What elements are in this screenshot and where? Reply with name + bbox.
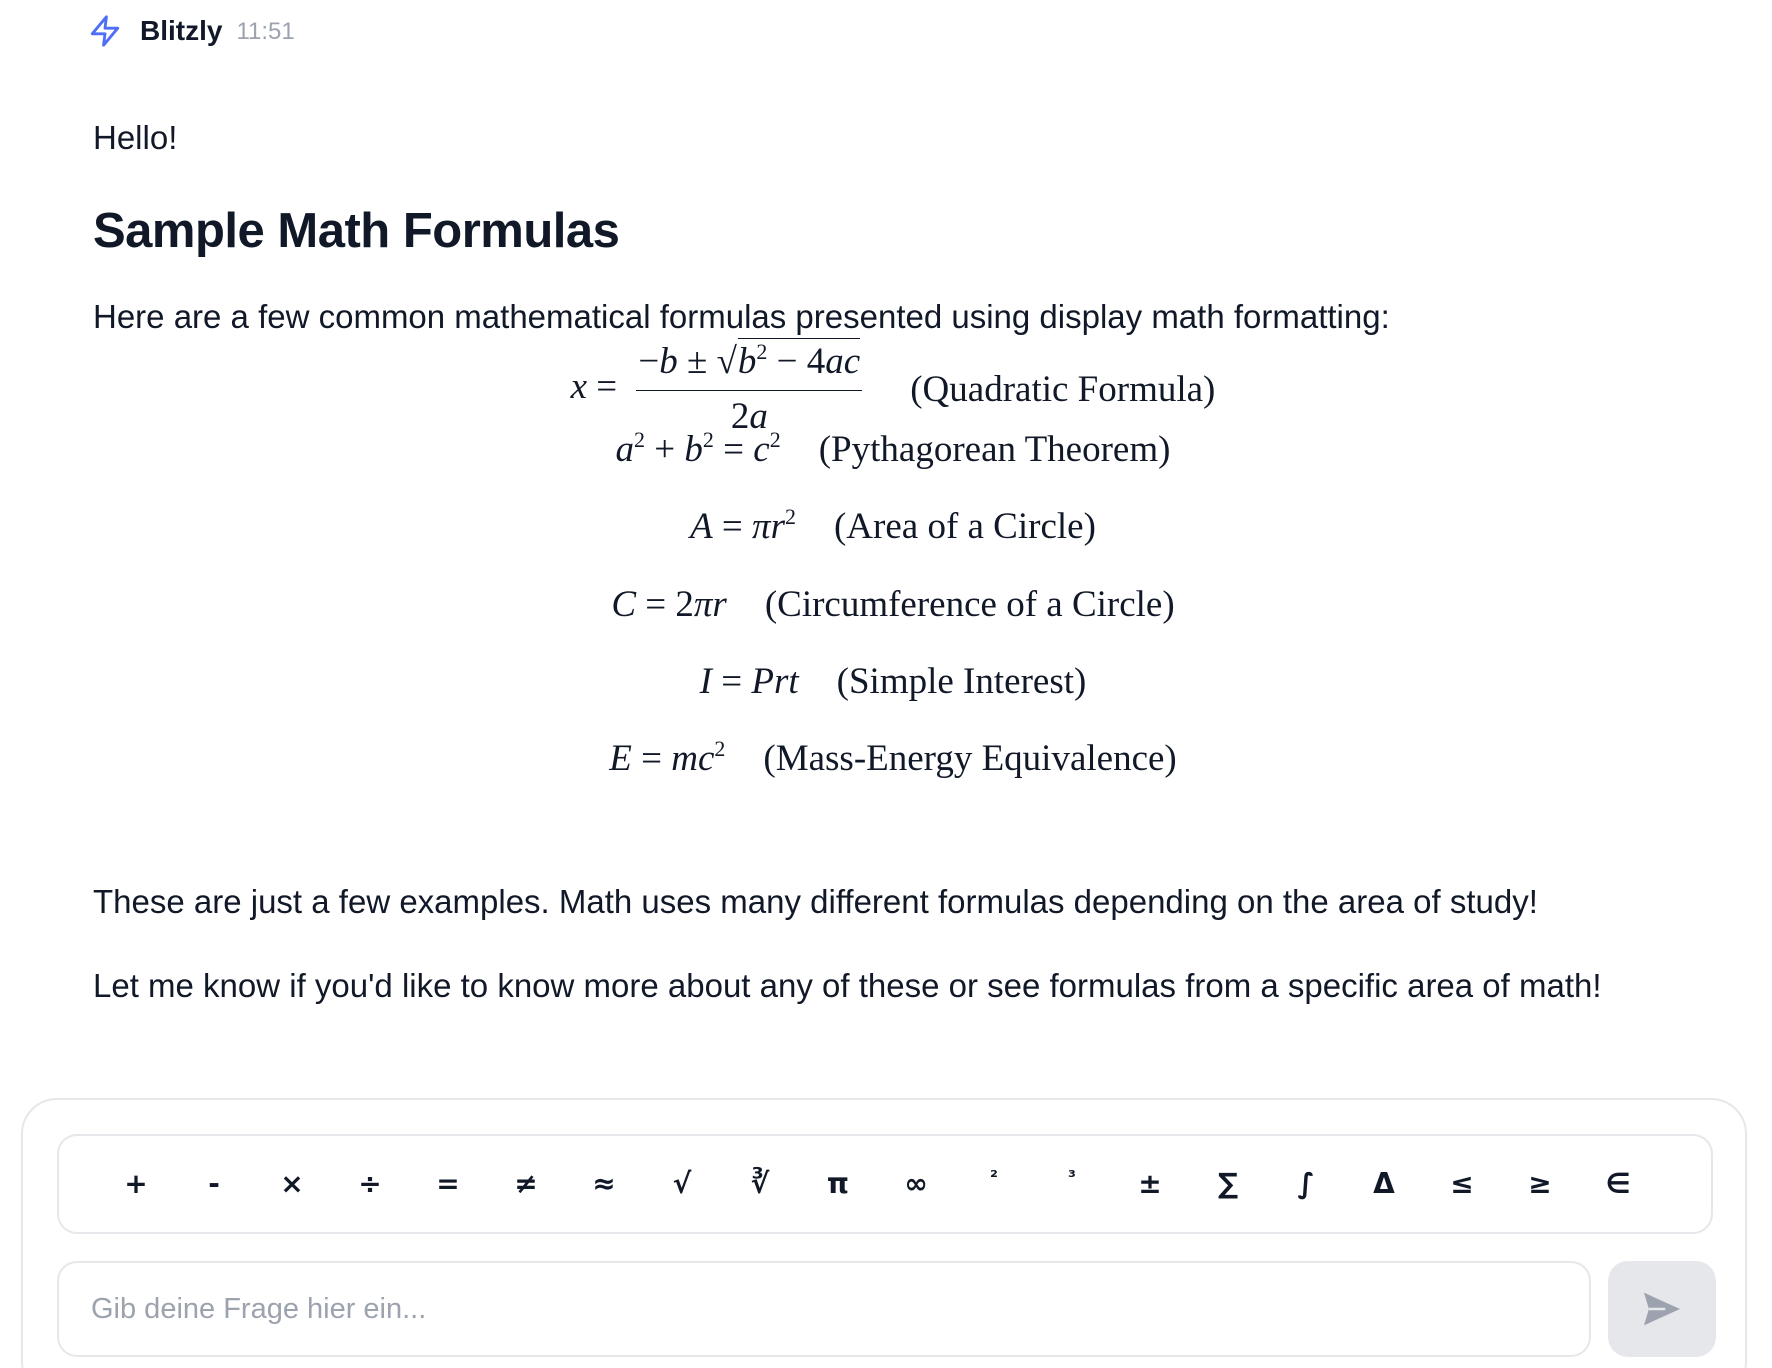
- symbol-cubed-button[interactable]: ³: [1033, 1164, 1111, 1192]
- send-icon: [1642, 1291, 1682, 1327]
- formula-label: (Mass-Energy Equivalence): [763, 738, 1177, 779]
- formula-row-circumference: [93, 583, 1772, 626]
- message-heading: Sample Math Formulas: [93, 204, 620, 258]
- assistant-message: [93, 118, 1693, 1004]
- symbol-minus-button[interactable]: -: [175, 1164, 253, 1204]
- symbol-sqrt-button[interactable]: √: [643, 1164, 721, 1204]
- formula-quadratic: x = $\frac{-b \pm √b^2 - 4ac}{2a}$: [570, 339, 861, 437]
- symbol-squared-button[interactable]: ²: [955, 1164, 1033, 1192]
- intro-text: Here are a few common mathematical formulas presented using display math formatting:: [93, 298, 1390, 335]
- send-button[interactable]: [1608, 1261, 1716, 1357]
- symbol-divide-button[interactable]: ÷: [331, 1164, 409, 1204]
- symbol-infinity-button[interactable]: ∞: [877, 1164, 955, 1204]
- formula-interest: I = Prt: [699, 661, 799, 702]
- formula-row-interest: [93, 660, 1772, 703]
- formula-label: (Pythagorean Theorem): [818, 429, 1171, 470]
- formula-row-quadratic: [93, 340, 1772, 439]
- formula-row-pythagorean: [93, 428, 1772, 471]
- symbol-equals-button[interactable]: =: [409, 1164, 487, 1204]
- symbol-not-equal-button[interactable]: ≠: [487, 1164, 565, 1204]
- message-composer: [21, 1098, 1747, 1368]
- greeting-text: Hello!: [93, 119, 178, 156]
- message-time: 11:51: [236, 18, 295, 45]
- symbol-less-equal-button[interactable]: ≤: [1423, 1164, 1501, 1204]
- question-input[interactable]: [57, 1261, 1591, 1357]
- outro-text-2: Let me know if you'd like to know more about any of these or see formulas from a specific area of math!: [93, 967, 1602, 1004]
- outro-text-1: These are just a few examples. Math uses many different formulas depending on the area of study!: [93, 883, 1538, 920]
- symbol-greater-equal-button[interactable]: ≥: [1501, 1164, 1579, 1204]
- app-name: Blitzly: [140, 15, 223, 46]
- formula-row-mass-energy: [93, 737, 1772, 780]
- symbol-plus-button[interactable]: +: [97, 1164, 175, 1204]
- formula-label: (Simple Interest): [836, 661, 1087, 702]
- symbol-integral-button[interactable]: ∫: [1267, 1164, 1345, 1204]
- math-symbol-toolbar: [57, 1134, 1713, 1234]
- formula-area: $A = \pi r^2$: [690, 504, 796, 547]
- symbol-sum-button[interactable]: ∑: [1189, 1164, 1267, 1204]
- formula-circumference: C = 2πr: [611, 584, 727, 625]
- formula-mass-energy: $E = mc^2$: [609, 736, 726, 779]
- input-row: [57, 1261, 1713, 1359]
- lightning-bolt-icon: [88, 13, 122, 49]
- symbol-cbrt-button[interactable]: ∛: [721, 1164, 799, 1204]
- symbol-times-button[interactable]: ×: [253, 1164, 331, 1204]
- symbol-approx-button[interactable]: ≈: [565, 1164, 643, 1204]
- formula-label: (Area of a Circle): [833, 506, 1096, 547]
- fraction: $\frac{-b \pm √b^2 - 4ac}{2a}$: [638, 339, 861, 437]
- formula-label: (Circumference of a Circle): [764, 584, 1175, 625]
- formula-label: (Quadratic Formula): [910, 369, 1216, 410]
- chat-header: [88, 10, 295, 52]
- symbol-pi-button[interactable]: π: [799, 1164, 877, 1204]
- formula-row-area: [93, 505, 1772, 548]
- symbol-plus-minus-button[interactable]: ±: [1111, 1164, 1189, 1204]
- formula-pythagorean: $a^2 + b^2 = c^2$: [615, 427, 781, 470]
- symbol-element-of-button[interactable]: ∈: [1579, 1164, 1657, 1204]
- symbol-delta-button[interactable]: Δ: [1345, 1164, 1423, 1204]
